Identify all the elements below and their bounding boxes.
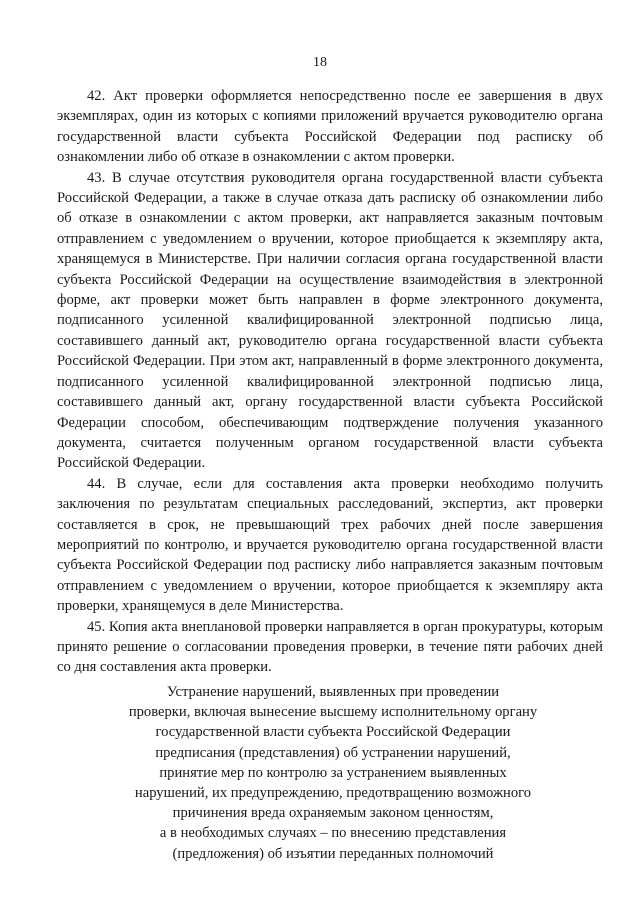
heading-line: предписания (представления) об устранении нарушений, [155,744,511,761]
heading-line: нарушений, их предупреждению, предотвращению возможного [134,785,532,802]
heading-line: а в необходимых случаях – по внесению представления [159,825,507,842]
heading-line: причинения вреда охраняемым законом ценностям, [172,805,494,822]
body-text [57,86,603,678]
heading-line: (предложения) об изъятии переданных полномочий [172,845,494,862]
paragraph-45: 45. Копия акта внеплановой проверки направляется в орган прокуратуры, которым принято решение о согласовании проведения проверки, в течение пяти рабочих дней со дня составления акта проверки. [57,618,603,676]
page-number: 18 [313,55,327,70]
paragraph-42: 42. Акт проверки оформляется непосредственно после ее завершения в двух экземплярах, один из которых с копиями приложений вручается руководителю органа государственной власти субъекта Российской Федерации под расписку об ознакомлении либо об отказе в ознакомлении с актом проверки. [57,88,603,166]
heading-line: проверки, включая вынесение высшему исполнительному органу [128,704,538,721]
paragraph-43: 43. В случае отсутствия руководителя органа государственной власти субъекта Российской Федерации, а также в случае отказа дать расписку об ознакомлении либо об отказе в ознакомлении с актом проверки, акт направляется заказным почтовым отправлением с уведомлением о вручении, которое приобщается к экземпляру акта, хранящемуся в Министерстве. При наличии согласия органа государственной власти субъекта Российской Федерации на осуществление взаимодействия в электронной форме, акт проверки может быть направлен в форме электронного документа, подписанного усиленной квалифицированной электронной подписью лица, составившего данный акт, руководителю органа государственной власти субъекта Российской Федерации. При этом акт, направленный в форме электронного документа, подписанного усиленной квалифицированной электронной подписью лица, составившего данный акт, органу государственной власти субъекта Российской Федерации способом, обеспечивающим подтверждение получения указанного документа, считается полученным органом государственной власти субъекта Российской Федерации. [57,169,603,472]
section-heading [98,682,568,864]
heading-line: Устранение нарушений, выявленных при проведении [166,684,500,700]
heading-line: принятие мер по контролю за устранением выявленных [159,764,507,781]
paragraph-44: 44. В случае, если для составления акта проверки необходимо получить заключения по результатам специальных расследований, экспертиз, акт проверки составляется в срок, не превышающий трех рабочих дней после завершения мероприятий по контролю, и вручается руководителю органа государственной власти субъекта Российской Федерации под расписку либо направляется заказным почтовым отправлением с уведомлением о вручении, которое приобщается к экземпляру акта проверки, хранящемуся в деле Министерства. [57,475,603,615]
heading-line: государственной власти субъекта Российской Федерации [155,724,511,741]
